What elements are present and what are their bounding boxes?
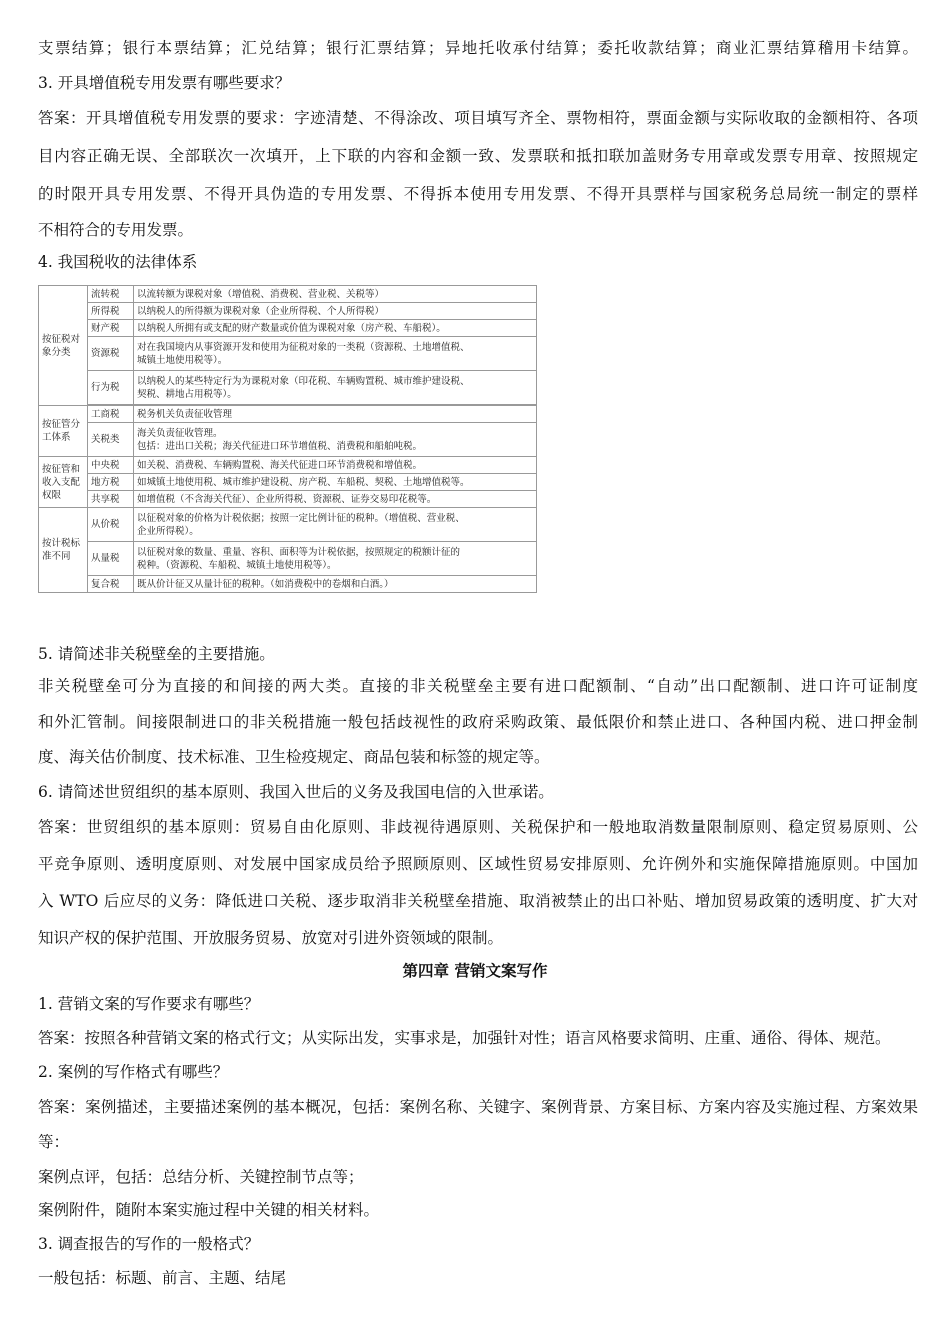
- tax-desc-cell: 如增值税（不含海关代征）、企业所得税、资源税、证券交易印花税等。: [134, 491, 537, 508]
- tax-desc-cell: 对在我国境内从事资源开发和使用为征税对象的一类税（资源税、土地增值税、 城镇土地使用税等）。: [134, 337, 537, 371]
- table-row: [39, 286, 537, 303]
- table-row: [39, 508, 537, 542]
- tax-desc-cell: 以纳税人所拥有或支配的财产数量或价值为课税对象（房产税、车船税）。: [134, 320, 537, 337]
- table-row: [39, 371, 537, 405]
- table-row: [39, 576, 537, 593]
- chapter-heading: 第四章 营销文案写作: [402, 962, 548, 980]
- answer-line: 目内容正确无误、全部联次一次填开，上下联的内容和金额一致、发票联和抵扣联加盖财务专用章或发票专用章、按照规定: [38, 147, 918, 165]
- tax-type-cell: 财产税: [88, 320, 134, 337]
- tax-type-cell: 工商税: [88, 406, 134, 423]
- tax-type-cell: 从价税: [88, 508, 134, 542]
- answer-line: 答案：开具增值税专用发票的要求：字迹清楚、不得涂改、项目填写齐全、票物相符，票面金额与实际收取的金额相符、各项: [38, 109, 918, 127]
- answer-line: 平竞争原则、透明度原则、对发展中国家成员给予照顾原则、区域性贸易安排原则、允许例外和实施保障措施原则。中国加: [38, 855, 918, 873]
- category-cell: 按征管和 收入支配 权限: [39, 457, 88, 508]
- answer-line: 等：: [38, 1133, 70, 1151]
- table-row: [39, 303, 537, 320]
- tax-desc-cell: 以征税对象的数量、重量、容积、面积等为计税依据，按照规定的税额计征的 税种。（资源税、车船税、城镇土地使用税等）。: [134, 542, 537, 576]
- tax-type-cell: 资源税: [88, 337, 134, 371]
- answer-line: 入 WTO 后应尽的义务：降低进口关税、逐步取消非关税壁垒措施、取消被禁止的出口补贴、增加贸易政策的透明度、扩大对: [38, 892, 918, 910]
- table-row: [39, 320, 537, 337]
- paragraph-line: 非关税壁垒可分为直接的和间接的两大类。直接的非关税壁垒主要有进口配额制、“自动”出口配额制、进口许可证制度: [38, 677, 918, 695]
- question-heading: 5. 请简述非关税壁垒的主要措施。: [38, 645, 275, 663]
- table-row: [39, 423, 537, 457]
- tax-desc-cell: 如城镇土地使用税、城市维护建设税、房产税、车船税、契税、土地增值税等。: [134, 474, 537, 491]
- tax-type-cell: 所得税: [88, 303, 134, 320]
- tax-type-cell: 共享税: [88, 491, 134, 508]
- tax-desc-cell: 以纳税人的所得额为课税对象（企业所得税、个人所得税）: [134, 303, 537, 320]
- answer-line: 答案：按照各种营销文案的格式行文；从实际出发，实事求是，加强针对性；语言风格要求简明、庄重、通俗、得体、规范。: [38, 1029, 891, 1047]
- answer-line: 知识产权的保护范围、开放服务贸易、放宽对引进外资领域的限制。: [38, 929, 504, 947]
- tax-law-system-table: [38, 285, 537, 593]
- tax-desc-cell: 税务机关负责征收管理: [134, 406, 537, 423]
- tax-type-cell: 从量税: [88, 542, 134, 576]
- tax-desc-cell: 以流转额为课税对象（增值税、消费税、营业税、关税等）: [134, 286, 537, 303]
- table-row: [39, 457, 537, 474]
- question-heading: 2. 案例的写作格式有哪些？: [38, 1063, 229, 1081]
- tax-desc-cell: 既从价计征又从量计征的税种。（如消费税中的卷烟和白酒。）: [134, 576, 537, 593]
- question-heading: 1. 营销文案的写作要求有哪些？: [38, 995, 260, 1013]
- tax-desc-cell: 以征税对象的价格为计税依据；按照一定比例计征的税种。（增值税、营业税、 企业所得税）。: [134, 508, 537, 542]
- answer-line: 案例附件，随附本案实施过程中关键的相关材料。: [38, 1201, 380, 1219]
- paragraph-line: 度、海关估价制度、技术标准、卫生检疫规定、商品包装和标签的规定等。: [38, 748, 550, 766]
- table-row: [39, 337, 537, 371]
- question-heading: 4. 我国税收的法律体系: [38, 253, 198, 271]
- answer-line: 案例点评，包括：总结分析、关键控制节点等；: [38, 1168, 364, 1186]
- tax-type-cell: 流转税: [88, 286, 134, 303]
- category-cell: 按征税对 象分类: [39, 286, 88, 406]
- answer-line: 的时限开具专用发票、不得开具伪造的专用发票、不得拆本使用专用发票、不得开具票样与国家税务总局统一制定的票样: [38, 185, 918, 203]
- paragraph-line: 和外汇管制。间接限制进口的非关税措施一般包括歧视性的政府采购政策、最低限价和禁止进口、各种国内税、进口押金制: [38, 713, 918, 731]
- tax-type-cell: 中央税: [88, 457, 134, 474]
- tax-type-cell: 地方税: [88, 474, 134, 491]
- paragraph-line: 支票结算；银行本票结算；汇兑结算；银行汇票结算；异地托收承付结算；委托收款结算；商业汇票结算稽用卡结算。: [38, 39, 918, 57]
- tax-type-cell: 行为税: [88, 371, 134, 405]
- question-heading: 3. 开具增值税专用发票有哪些要求？: [38, 74, 291, 92]
- category-cell: 按征管分 工体系: [39, 406, 88, 457]
- tax-desc-cell: 海关负责征收管理。 包括：进出口关税；海关代征进口环节增值税、消费税和船舶吨税。: [134, 423, 537, 457]
- table-row: [39, 406, 537, 423]
- question-heading: 3. 调查报告的写作的一般格式？: [38, 1235, 260, 1253]
- answer-line: 一般包括：标题、前言、主题、结尾: [38, 1269, 287, 1287]
- tax-desc-cell: 以纳税人的某些特定行为为课税对象（印花税、车辆购置税、城市维护建设税、 契税、耕地占用税等）。: [134, 371, 537, 405]
- table-row: [39, 542, 537, 576]
- table-row: [39, 491, 537, 508]
- answer-line: 答案：世贸组织的基本原则：贸易自由化原则、非歧视待遇原则、关税保护和一般地取消数量限制原则、稳定贸易原则、公: [38, 818, 918, 836]
- answer-line: 不相符合的专用发票。: [38, 221, 194, 239]
- question-heading: 6. 请简述世贸组织的基本原则、我国入世后的义务及我国电信的入世承诺。: [38, 783, 554, 801]
- tax-desc-cell: 如关税、消费税、车辆购置税、海关代征进口环节消费税和增值税。: [134, 457, 537, 474]
- category-cell: 按计税标 准不同: [39, 508, 88, 593]
- tax-type-cell: 关税类: [88, 423, 134, 457]
- tax-type-cell: 复合税: [88, 576, 134, 593]
- table-row: [39, 474, 537, 491]
- answer-line: 答案：案例描述，主要描述案例的基本概况，包括：案例名称、关键字、案例背景、方案目标、方案内容及实施过程、方案效果: [38, 1098, 918, 1116]
